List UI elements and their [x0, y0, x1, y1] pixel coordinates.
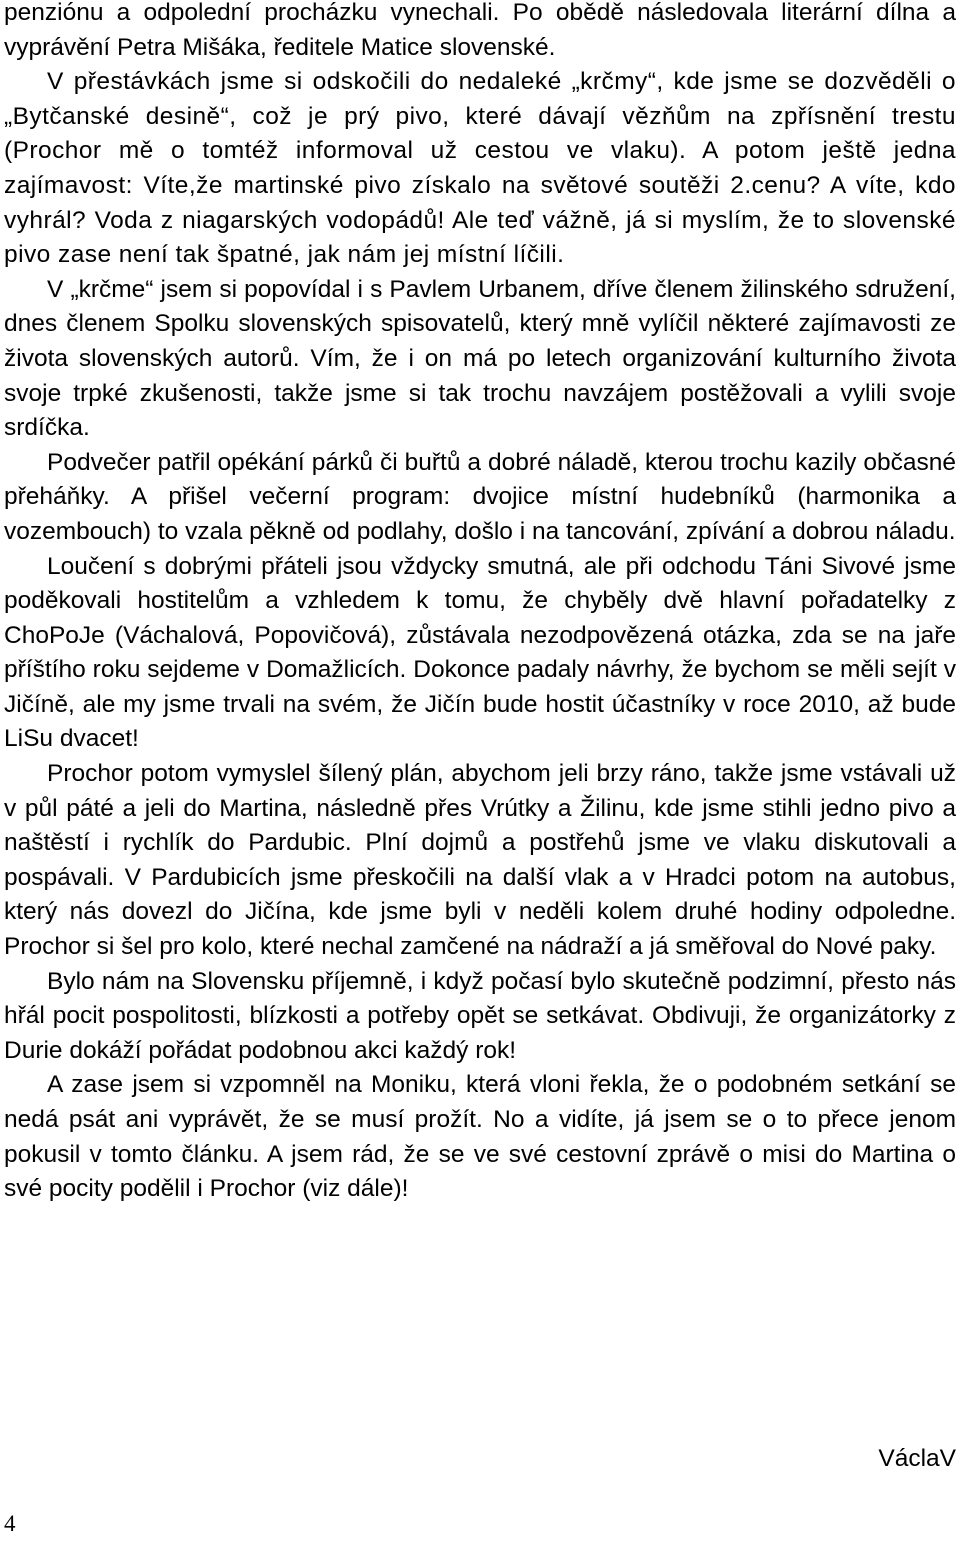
paragraph-evening: Podvečer patřil opékání párků či buřtů a dobré náladě, kterou trochu kazily občasné přeháňky. A přišel večerní program: dvojice místní hudebníků (harmonika a vozembouch) to vzala pěkně od podlahy, došlo i na tancování, zpívání a dobrou náladu.	[4, 448, 956, 545]
paragraph-continuation: penziónu a odpolední procházku vynechali. Po obědě následovala literární dílna a vyprávění Petra Mišáka, ředitele Matice slovenské.	[4, 0, 956, 61]
paragraph-reflection: Bylo nám na Slovensku příjemně, i když počasí bylo skutečně podzimní, přesto nás hřál pocit pospolitosti, blízkosti a potřeby opět se setkávat. Obdivuji, že organizátorky z Durie dokáží pořádat podobnou akci každý rok!	[4, 967, 956, 1064]
paragraph-closing: A zase jsem si vzpomněl na Moniku, která vloni řekla, že o podobném setkání se nedá psát ani vyprávět, že se musí prožít. No a vidíte, já jsem se o to přece jenom pokusil v tomto článku. A jsem rád, že se ve své cestovní zprávě o misi do Martina o své pocity podělil i Prochor (viz dále)!	[4, 1071, 956, 1203]
paragraph-pavel-urban: V „krčme“ jsem si popovídal i s Pavlem Urbanem, dříve členem žilinského sdružení, dnes členem Spolku slovenských spisovatelů, který mně vylíčil některé zajímavosti ze života slovenských autorů. Vím, že i on má po letech organizování kulturního života svoje trpké zkušenosti, takže jsme si tak trochu navzájem postěžovali a vylili svoje srdíčka.	[4, 275, 956, 442]
author-signature: VáclaV	[878, 1445, 956, 1472]
paragraph-krcma: V přestávkách jsme si odskočili do nedaleké „krčmy“, kde jsme se dozvěděli o „Bytčanské desině“, což je prý pivo, které dávají vězňům na zpřísnění trestu (Prochor mě o tomtéž informoval už cestou ve vlaku). A potom ještě jedna zajímavost: Víte,že martinské pivo získalo na světové soutěži 2.cenu? A víte, kdo vyhrál? Voda z niagarských vodopádů! Ale teď vážně, já si myslím, že to slovenské pivo zase není tak špatné, jak nám jej místní líčili.	[4, 68, 956, 269]
article-body	[4, 0, 956, 1207]
page-number: 4	[4, 1511, 16, 1536]
paragraph-journey-home: Prochor potom vymyslel šílený plán, abychom jeli brzy ráno, takže jsme vstávali už v půl páté a jeli do Martina, následně přes Vrútky a Žilinu, kde jsme stihli jedno pivo a naštěstí i rychlík do Pardubic. Plní dojmů a postřehů jsme ve vlaku diskutovali a pospávali. V Pardubicích jsme přeskočili na další vlak a v Hradci potom na autobus, který nás dovezl do Jičína, kde jsme byli v neděli kolem druhé hodiny odpoledne. Prochor si šel pro kolo, které nechal zamčené na nádraží a já směřoval do Nové paky.	[4, 760, 956, 961]
paragraph-farewell: Loučení s dobrými přáteli jsou vždycky smutná, ale při odchodu Táni Sivové jsme poděkovali hostitelům a vzhledem k tomu, že chyběly dvě hlavní pořadatelky z ChoPoJe (Váchalová, Popovičová), zůstávala nezodpovězená otázka, zda se na jaře příštího roku sejdeme v Domažlicích. Dokonce padaly návrhy, že bychom se měli sejít v Jičíně, ale my jsme trvali na svém, že Jičín bude hostit účastníky v roce 2010, až bude LiSu dvacet!	[4, 552, 956, 753]
